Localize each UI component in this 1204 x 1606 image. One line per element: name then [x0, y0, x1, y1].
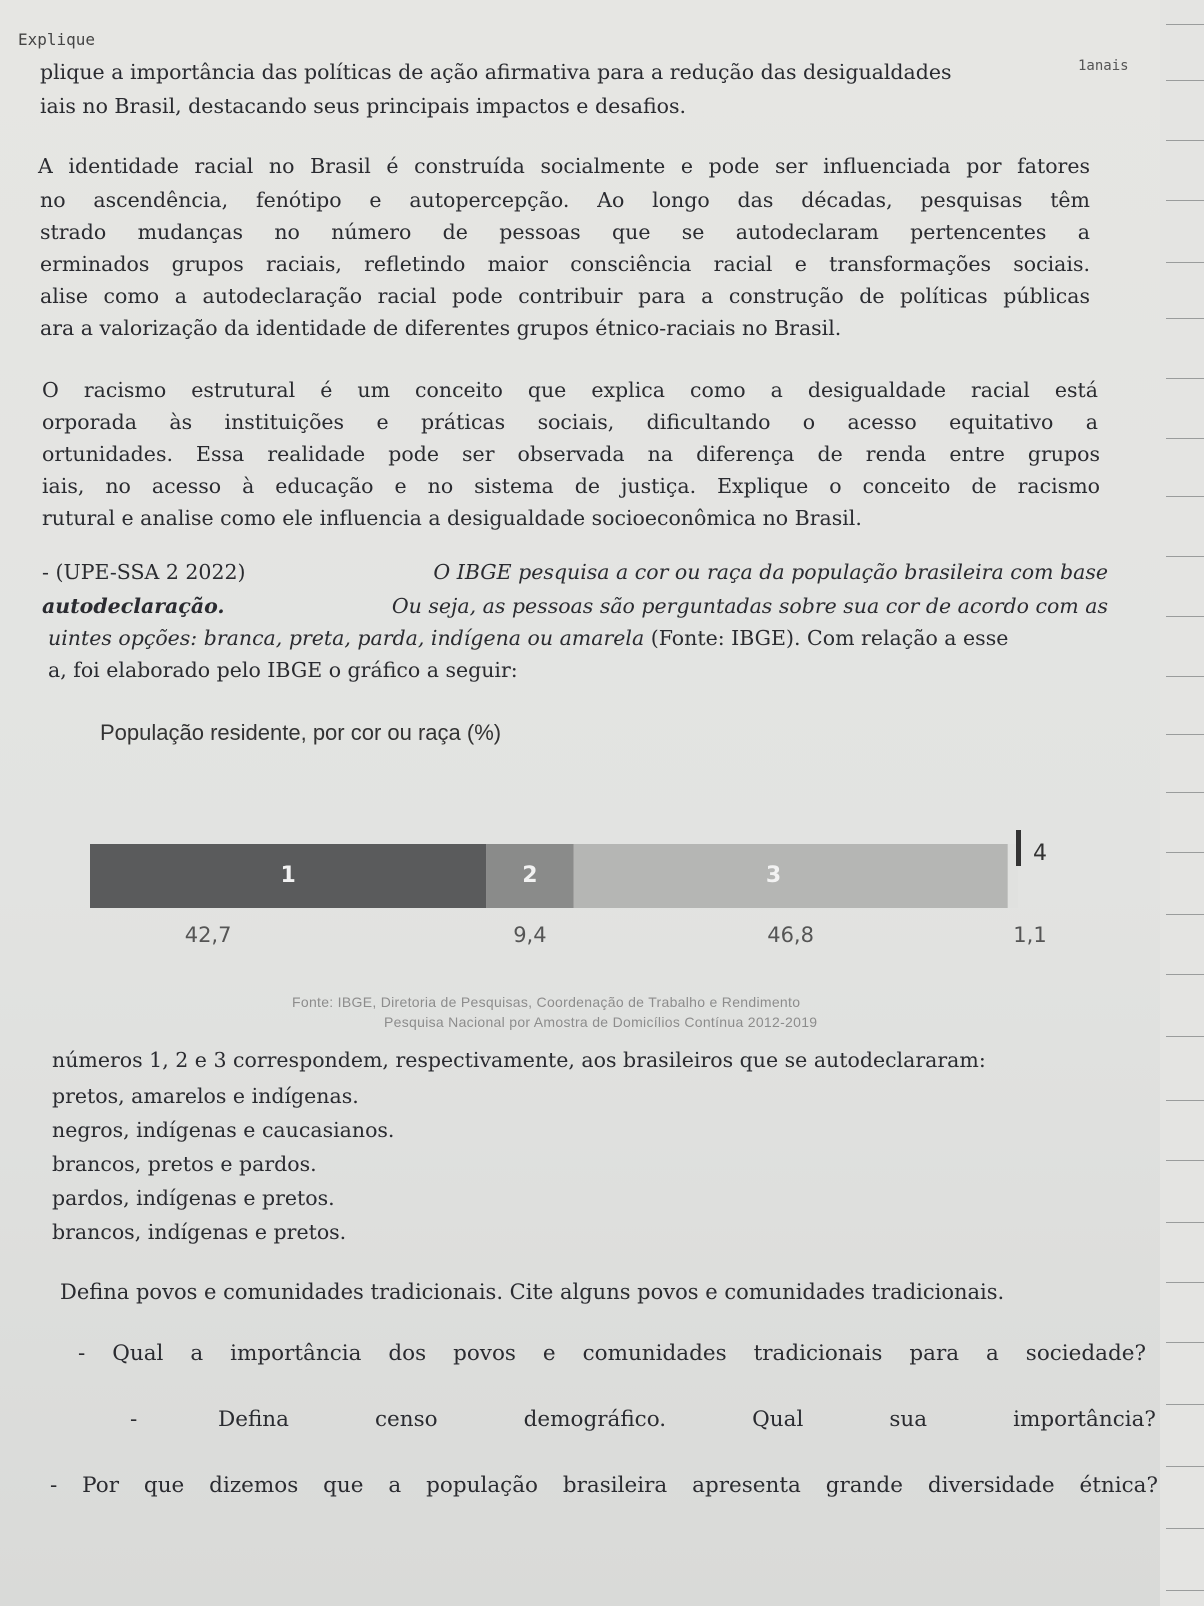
- question-upe-text-3: (Fonte: IBGE). Com relação a esse: [650, 626, 1009, 650]
- question-upe-keyword: autodeclaração.: [42, 594, 225, 618]
- question-upe-options-list: uintes opções: branca, preta, parda, indígena ou amarela: [48, 626, 645, 650]
- bar-segment-4-marker: [1016, 830, 1021, 866]
- census-word-3: demográfico.: [523, 1407, 667, 1432]
- answer-option-e[interactable]: brancos, indígenas e pretos.: [52, 1220, 347, 1244]
- question-census: [218, 1404, 1156, 1436]
- answer-option-d[interactable]: pardos, indígenas e pretos.: [52, 1186, 335, 1210]
- answer-option-b[interactable]: negros, indígenas e caucasianos.: [52, 1118, 395, 1142]
- question-identity-line-4: erminados grupos raciais, refletindo maior consciência racial e transformações sociais.: [40, 252, 1090, 276]
- question-upe-line-3: [48, 622, 1008, 654]
- value-label-2: 9,4: [513, 923, 547, 947]
- question-racism-line-2: orporada às instituições e práticas sociais, dificultando o acesso equitativo a: [42, 410, 1098, 434]
- question-racism-line-5: rutural e analise como ele influencia a desigualdade socioeconômica no Brasil.: [42, 506, 862, 530]
- question-upe-text-1: O IBGE pesquisa a cor ou raça da população brasileira com base: [433, 560, 1108, 584]
- census-word-2: censo: [375, 1407, 438, 1432]
- chart-source-line-2: Pesquisa Nacional por Amostra de Domicílios Contínua 2012-2019: [384, 1014, 818, 1030]
- question-identity-line-3: strado mudanças no número de pessoas que se autodeclaram pertencentes a: [40, 220, 1090, 244]
- answer-stem: números 1, 2 e 3 correspondem, respectivamente, aos brasileiros que se autodeclararam:: [52, 1048, 986, 1072]
- question-racism-line-4: iais, no acesso à educação e no sistema de justiça. Explique o conceito de racismo: [42, 474, 1100, 498]
- bar-segment-3: [574, 844, 1008, 908]
- race-bar-chart: [0, 820, 1160, 950]
- question-upe-line-1: [42, 556, 1108, 588]
- category-label-4: 4: [1033, 841, 1047, 866]
- question-traditional-importance: - Qual a importância dos povos e comunidades tradicionais para a sociedade?: [78, 1341, 1146, 1366]
- question-racism-line-3: ortunidades. Essa realidade pode ser observada na diferença de renda entre grupos: [42, 442, 1100, 466]
- category-label-3: 3: [765, 863, 782, 888]
- chart-source-line-1: Fonte: IBGE, Diretoria de Pesquisas, Coordenação de Trabalho e Rendimento: [292, 994, 801, 1010]
- question-identity-line-5: alise como a autodeclaração racial pode contribuir para a construção de políticas públicas: [40, 284, 1090, 308]
- answer-option-a[interactable]: pretos, amarelos e indígenas.: [52, 1084, 359, 1108]
- question-ethnic-diversity: - Por que dizemos que a população brasileira apresenta grande diversidade étnica?: [50, 1473, 1158, 1498]
- question-intro-line-2: iais no Brasil, destacando seus principais impactos e desafios.: [40, 94, 686, 118]
- notebook-margin: [1160, 0, 1204, 1606]
- question-upe-text-2: Ou seja, as pessoas são perguntadas sobre sua cor de acordo com as: [391, 594, 1108, 618]
- value-label-group: [185, 923, 1047, 947]
- value-label-4: 1,1: [1013, 923, 1047, 947]
- bar-group: [90, 830, 1021, 908]
- question-upe-line-2: [42, 590, 1108, 622]
- question-racism-line-1: O racismo estrutural é um conceito que explica como a desigualdade racial está: [42, 378, 1098, 402]
- question-identity-line-2: no ascendência, fenótipo e autopercepção. Ao longo das décadas, pesquisas têm: [40, 188, 1090, 212]
- census-word-1: Defina: [218, 1407, 289, 1432]
- question-identity-line-6: ara a valorização da identidade de diferentes grupos étnico-raciais no Brasil.: [40, 316, 842, 340]
- question-traditional-peoples: Defina povos e comunidades tradicionais. Cite alguns povos e comunidades tradicionais.: [60, 1280, 1005, 1304]
- question-intro-line-1: plique a importância das políticas de ação afirmativa para a redução das desigualdades: [40, 60, 952, 84]
- handwritten-note: Explique: [18, 30, 96, 49]
- value-label-1: 42,7: [184, 923, 232, 947]
- question-identity-line-1: A identidade racial no Brasil é construída socialmente e pode ser influenciada por fatores: [38, 154, 1090, 178]
- question-upe-source: - (UPE-SSA 2 2022): [42, 560, 246, 584]
- census-word-4: Qual: [752, 1407, 804, 1432]
- value-label-3: 46,8: [767, 923, 814, 947]
- question-census-dash: -: [130, 1407, 138, 1432]
- census-word-6: importância?: [1013, 1407, 1156, 1432]
- category-label-2: 2: [522, 863, 538, 888]
- category-label-1: 1: [280, 863, 296, 888]
- chart-title: População residente, por cor ou raça (%): [100, 720, 502, 745]
- census-word-5: sua: [889, 1407, 928, 1432]
- answer-option-c[interactable]: brancos, pretos e pardos.: [52, 1152, 317, 1176]
- handwritten-margin-note: 1anais: [1078, 58, 1129, 74]
- question-upe-line-4: a, foi elaborado pelo IBGE o gráfico a seguir:: [48, 658, 518, 682]
